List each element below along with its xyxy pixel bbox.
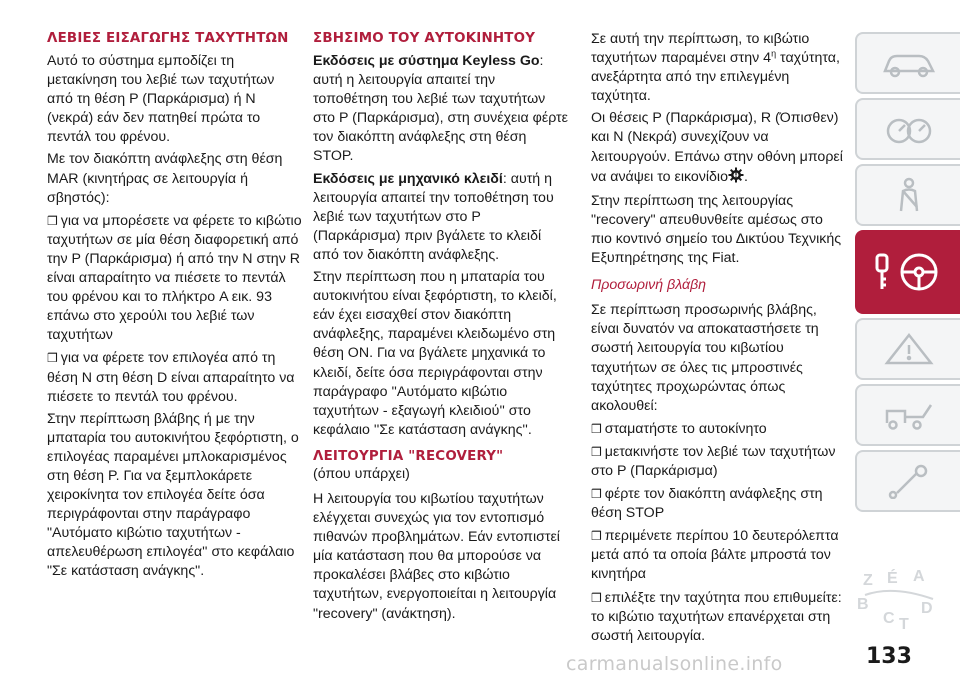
bullet-icon: ❒ xyxy=(47,351,58,366)
watermark-letter: É xyxy=(887,570,898,587)
column-1 xyxy=(47,30,302,585)
section-heading-gear-lever: ΛΕΒΙΕΣ ΕΙΣΑΓΩΓΗΣ ΤΑΧΥΤΗΤΩΝ xyxy=(47,31,289,46)
paragraph-text: ταχύτητα, ανεξάρτητα από την επιλεγμένη ταχύτητα. xyxy=(591,50,840,105)
bullet-icon: ❒ xyxy=(591,444,602,459)
section-heading-engine-stop: ΣΒΗΣΙΜΟ ΤΟΥ ΑΥΤΟΚΙΝΗΤΟΥ xyxy=(313,31,536,46)
paragraph-text: : αυτή η λειτουργία απαιτεί την τοποθέτηση του λεβιέ των ταχυτήτων στο P (Παρκάρισμα), στη συνέχεια φέρτε τον διακόπτη ανάφλεξης στη θέση STOP. xyxy=(313,53,568,165)
list-item xyxy=(591,420,843,439)
paragraph: Σε περίπτωση προσωρινής βλάβης, είναι δυνατόν να αποκαταστήσετε τη σωστή λειτουργία του κιβωτίου ταχυτήτων σε όλες τις μπροστινές ταχύτητες προχωρώντας όπως ακολουθεί: xyxy=(591,302,819,414)
paragraph-text: Οι θέσεις P (Παρκάρισμα), R (Όπισθεν) και N (Νεκρά) συνεχίζουν να λειτουργούν. Επάνω στην οθόνη μπορεί να ανάψει το εικονίδιο xyxy=(591,110,843,185)
paragraph-text: : αυτή η λειτουργία απαιτεί την τοποθέτηση του λεβιέ των ταχυτήτων στο P (Παρκάρισμα) πριν βγάλετε το κλειδί από τον διακόπτη ανάφλεξης. xyxy=(313,170,554,263)
footer-site: carmanualsonline.info xyxy=(566,653,783,675)
chapter-tab-emergency[interactable] xyxy=(855,384,960,446)
list-item xyxy=(47,212,302,346)
list-item-text: περιμένετε περίπου 10 δευτερόλεπτα μετά από τα οποία βάλτε μπροστά τον κινητήρα xyxy=(591,528,839,583)
paragraph xyxy=(591,109,843,188)
paragraph xyxy=(313,170,568,265)
list-item xyxy=(591,443,843,481)
watermark-letter: A xyxy=(913,568,925,585)
watermark-letter: Z xyxy=(863,572,873,589)
bullet-icon: ❒ xyxy=(47,213,58,228)
car-icon xyxy=(879,45,939,81)
paragraph: Στην περίπτωση βλάβης ή με την μπαταρία του αυτοκινήτου ξεφόρτιστη, ο επιλογέας παραμένει μπλοκαρισμένος στη θέση P. Για να ξεμπλοκάρετε χειροκίνητα τον επιλογέα δείτε όσα περιγράφονται στην παράγραφο "Αυτόματο κιβώτιο ταχυτήτων - απελευθέρωση επιλογέα'' στο κεφάλαιο "Σε κατάσταση ανάγκης". xyxy=(47,410,299,580)
list-item-text: επιλέξτε την ταχύτητα που επιθυμείτε: το κιβώτιο ταχυτήτων επανέρχεται στη σωστή λειτουργία. xyxy=(591,589,842,644)
column-3 xyxy=(591,30,843,649)
list-item-text: σταματήστε το αυτοκίνητο xyxy=(604,420,767,437)
list-item-text: για να μπορέσετε να φέρετε το κιβώτιο ταχυτήτων σε μία θέση διαφορετική από την P (Παρκάρισμα) ή από την N στην R είναι απαραίτητο να πιέσετε το πεντάλ του φρένου και το πλήκτρο A εικ. 93 επάνω στο χερούλι του λεβιέ των ταχυτήτων xyxy=(47,212,302,344)
tow-truck-icon xyxy=(879,397,939,433)
chapter-tab-maintenance[interactable] xyxy=(855,450,960,512)
dashboard-icon xyxy=(879,111,939,147)
paragraph-text: . xyxy=(743,168,748,185)
gear-warning-icon xyxy=(728,167,744,189)
watermark-letter: D xyxy=(921,600,933,617)
chapter-tab-safety[interactable] xyxy=(855,164,960,226)
paragraph: Με τον διακόπτη ανάφλεξης στη θέση MAR (κινητήρας σε λειτουργία ή σβηστός): xyxy=(47,151,283,206)
paragraph xyxy=(313,52,568,167)
bold-label: Εκδόσεις με μηχανικό κλειδί xyxy=(313,170,503,187)
alphabet-index-watermark xyxy=(853,565,948,635)
wrench-icon xyxy=(879,463,939,499)
paragraph: Στην περίπτωση που η μπαταρία του αυτοκινήτου είναι ξεφόρτιστη, το κλειδί, εάν έχει εισαχθεί στον διακόπτη ανάφλεξης, παραμένει κλειδωμένο στη θέση ΟN. Για να βγάλετε μηχανικά το κλειδί, δείτε όσα περιγράφονται στην παράγραφο ''Αυτόματο κιβώτιο ταχυτήτων - εξαγωγή κλειδιού'' στο κεφάλαιο ''Σε κατάσταση ανάγκης''. xyxy=(313,269,557,438)
bullet-icon: ❒ xyxy=(591,487,602,502)
paragraph xyxy=(591,30,843,106)
key-steering-icon xyxy=(869,247,949,297)
chapter-tabs xyxy=(855,32,960,516)
bullet-icon: ❒ xyxy=(591,529,602,544)
watermark-letter: B xyxy=(857,596,869,613)
bold-label: Εκδόσεις με σύστημα Keyless Go xyxy=(313,53,540,69)
chapter-tab-warning-lights[interactable] xyxy=(855,318,960,380)
list-item-text: φέρτε τον διακόπτη ανάφλεξης στη θέση STOP xyxy=(591,486,823,522)
bullet-icon: ❒ xyxy=(591,590,602,605)
subtitle: (όπου υπάρχει) xyxy=(313,465,410,482)
page-number: 133 xyxy=(866,644,912,669)
chapter-tab-starting-driving[interactable] xyxy=(855,230,960,314)
list-item xyxy=(47,349,302,406)
superscript: η xyxy=(771,48,777,59)
bullet-icon: ❒ xyxy=(591,421,602,436)
list-item xyxy=(591,527,843,584)
chapter-tab-car-overview[interactable] xyxy=(855,32,960,94)
subheading-temporary-fault: Προσωρινή βλάβη xyxy=(591,277,707,294)
paragraph-text: Σε αυτή την περίπτωση, το κιβώτιο ταχυτήτων παραμένει στην 4 xyxy=(591,31,810,67)
column-2 xyxy=(313,30,568,627)
list-item-text: μετακινήστε τον λεβιέ των ταχυτήτων στο P (Παρκάρισμα) xyxy=(591,443,836,479)
watermark-letter: C xyxy=(883,610,895,627)
list-item xyxy=(591,589,843,646)
watermark-letter: T xyxy=(899,616,909,633)
section-heading-recovery: ΛΕΙΤΟΥΡΓΙΑ "RECOVERY" xyxy=(313,448,504,464)
seatbelt-icon xyxy=(879,177,939,213)
paragraph: Αυτό το σύστημα εμποδίζει τη μετακίνηση του λεβιέ των ταχυτήτων από τη θέση P (Παρκάρισμα) ή N (νεκρά) εάν δεν πατηθεί πρώτα το πεντάλ του φρένου. xyxy=(47,53,275,146)
paragraph: Στην περίπτωση της λειτουργίας "recovery" απευθυνθείτε αμέσως στο πιο κοντινό σημείο του Δικτύου Τεχνικής Εξυπηρέτησης της Fiat. xyxy=(591,192,842,267)
list-item xyxy=(591,485,843,523)
warning-triangle-icon xyxy=(879,331,939,367)
list-item-text: για να φέρετε τον επιλογέα από τη θέση N στη θέση D είναι απαραίτητο να πιέσετε το πεντάλ του φρένου. xyxy=(47,350,295,405)
chapter-tab-dashboard[interactable] xyxy=(855,98,960,160)
paragraph: Η λειτουργία του κιβωτίου ταχυτήτων ελέγχεται συνεχώς για τον εντοπισμό πιθανών προβλημάτων. Εάν εντοπιστεί μία κατάσταση που θα μπορούσε να προκαλέσει βλάβες στο κιβώτιο ταχυτήτων, ενεργοποιείται η λειτουργία "recovery" (ανάκτηση). xyxy=(313,490,560,622)
